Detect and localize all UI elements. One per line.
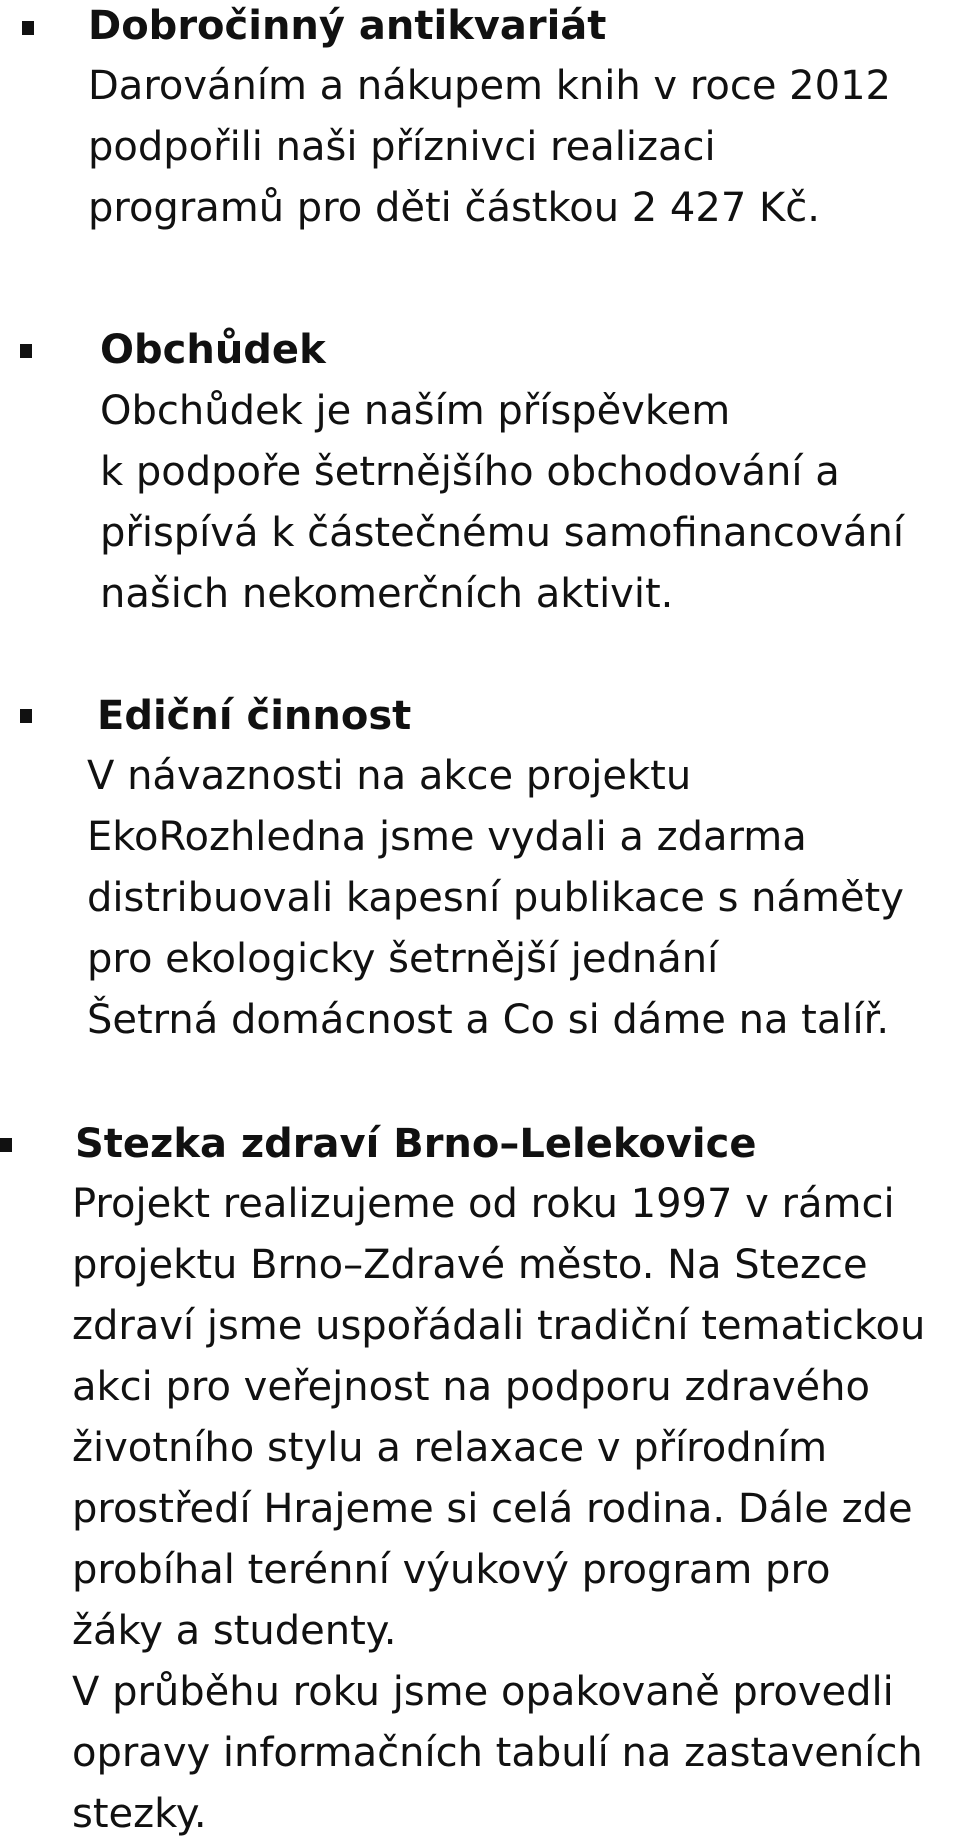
- section-text: Obchůdek je naším příspěvkem k podpoře šetrnějšího obchodování a přispívá k částečnému samofinancování našich nekomerčních aktivit.: [100, 388, 905, 617]
- section-text: Projekt realizujeme od roku 1997 v rámci projektu Brno–Zdravé město. Na Stezce zdraví jsme uspořádali tradiční tematickou akci pro veřejnost na podporu zdravého životního stylu a relaxace v přírodním prostředí Hrajeme si celá rodina. Dále zde probíhal terénní výukový program pro žáky a studenty. V průběhu roku jsme opakovaně provedli opravy informačních tabulí na zastaveních stezky.: [72, 1181, 926, 1837]
- section-text: Darováním a nákupem knih v roce 2012 podpořili naši příznivci realizaci programů pro děti částkou 2 427 Kč.: [88, 63, 891, 231]
- section-text: V návaznosti na akce projektu EkoRozhledna jsme vydali a zdarma distribuovali kapesní publikace s náměty pro ekologicky šetrnější jednání Šetrná domácnost a Co si dáme na talíř.: [87, 753, 904, 1043]
- square-bullet-icon: [22, 21, 34, 35]
- section-title: Dobročinný antikvariát: [88, 3, 607, 49]
- section-title: Ediční činnost: [97, 693, 412, 739]
- section-title: Stezka zdraví Brno–Lelekovice: [75, 1121, 757, 1167]
- square-bullet-icon: [0, 1138, 12, 1152]
- square-bullet-icon: [20, 709, 32, 723]
- square-bullet-icon: [20, 344, 32, 358]
- section-title: Obchůdek: [100, 327, 326, 373]
